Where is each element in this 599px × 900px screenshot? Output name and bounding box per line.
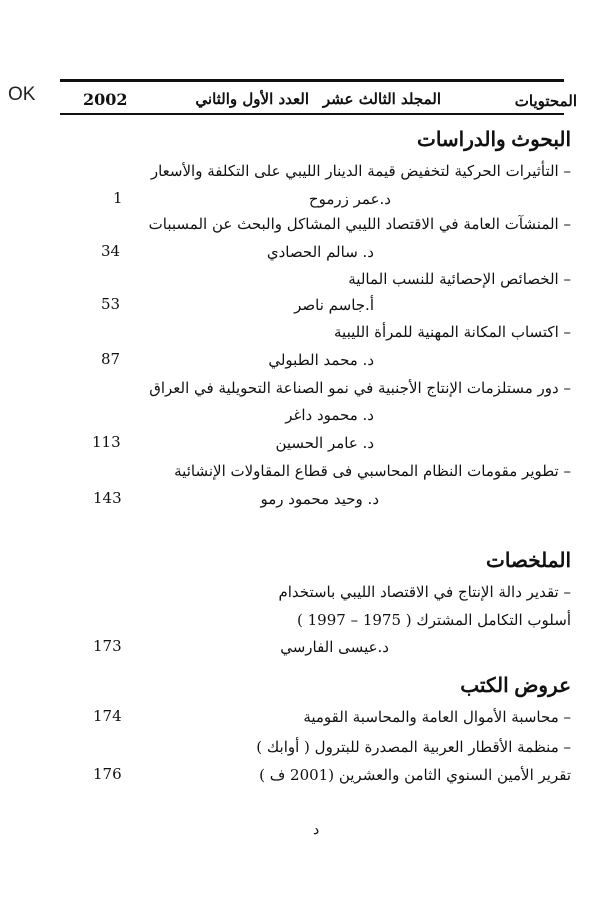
header-bottom-rule xyxy=(60,113,564,115)
article-author: د. محمد الطبولي xyxy=(268,351,374,369)
page-number: د xyxy=(313,822,320,838)
header-top-rule xyxy=(60,79,564,82)
article-author: د. وحيد محمود رمو xyxy=(260,490,379,508)
section-title-summaries: الملخصات xyxy=(485,550,571,572)
article-page: 34 xyxy=(101,242,121,260)
book-page: 174 xyxy=(93,707,122,725)
summary-title-line1: – تقدير دالة الإنتاج في الاقتصاد الليبي باستخدام xyxy=(278,583,571,601)
article-author: د. سالم الحصادي xyxy=(266,243,374,261)
article-page: 87 xyxy=(101,350,121,368)
article-title: – المنشآت العامة في الاقتصاد الليبي المشاكل والبحث عن المسببات xyxy=(148,215,571,233)
margin-note-ok: OK xyxy=(8,84,36,105)
article-author: أ.جاسم ناصر xyxy=(294,296,374,314)
article-page: 1 xyxy=(113,189,123,207)
article-title: – الخصائص الإحصائية للنسب المالية xyxy=(348,270,571,288)
article-page: 113 xyxy=(92,433,121,451)
header-issue: العدد الأول والثاني xyxy=(195,90,309,108)
summary-title-line2: أسلوب التكامل المشترك ( 1975 – 1997 ) xyxy=(296,611,571,629)
book-title-line2: تقرير الأمين السنوي الثامن والعشرين (2001 ف ) xyxy=(259,766,571,784)
article-author: د. محمود داغر xyxy=(285,406,374,424)
article-title: – التأثيرات الحركية لتخفيض قيمة الدينار الليبي على التكلفة والأسعار xyxy=(150,162,571,180)
summary-page: 173 xyxy=(93,637,122,655)
article-page: 143 xyxy=(93,489,122,507)
section-title-books: عروض الكتب xyxy=(460,675,571,697)
header-volume: المجلد الثالث عشر xyxy=(322,90,441,108)
article-title: – دور مستلزمات الإنتاج الأجنبية في نمو الصناعة التحويلية في العراق xyxy=(149,379,571,397)
article-author: د.عمر زرموح xyxy=(308,190,391,208)
header-year: 2002 xyxy=(83,90,128,109)
book-page: 176 xyxy=(93,765,122,783)
article-title: – تطوير مقومات النظام المحاسبي فى قطاع المقاولات الإنشائية xyxy=(174,462,571,480)
section-title-research: البحوث والدراسات xyxy=(416,129,571,151)
book-title-line1: – منظمة الأقطار العربية المصدرة للبترول ( أوابك ) xyxy=(256,738,571,756)
book-title: – محاسبة الأموال العامة والمحاسبة القومية xyxy=(303,708,571,726)
article-title: – اكتساب المكانة المهنية للمرأة الليبية xyxy=(334,323,571,341)
header-contents-label: المحتويات xyxy=(514,92,577,110)
summary-author: د.عيسى الفارسي xyxy=(280,638,389,656)
article-author-second: د. عامر الحسين xyxy=(275,434,374,452)
article-page: 53 xyxy=(101,295,121,313)
